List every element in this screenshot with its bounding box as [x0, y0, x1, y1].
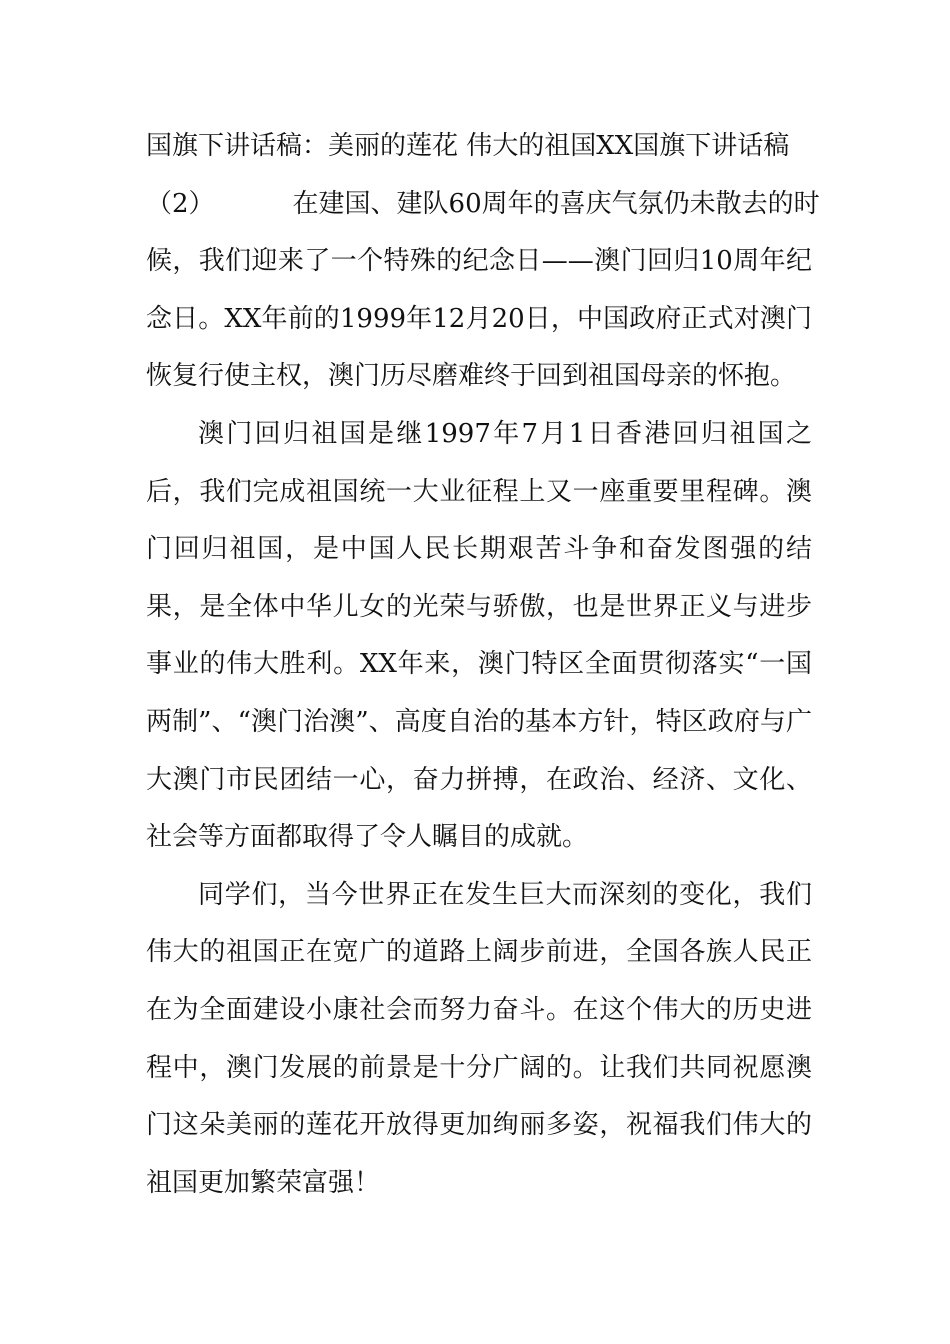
paragraph-1-number: （2） [146, 188, 215, 219]
paragraph-1-opening: 在建国、建队60周年的喜庆气氛仍未散去的时 [292, 188, 820, 219]
paragraph-1-rest: 候，我们迎来了一个特殊的纪念日——澳门回归10周年纪念日。XX年前的1999年12月20日，中国政府正式对澳门恢复行使主权，澳门历尽磨难终于回到祖国母亲的怀抱。 [146, 246, 812, 392]
paragraph-2: 澳门回归祖国是继1997年7月1日香港回归祖国之后，我们完成祖国统一大业征程上又一座重要里程碑。澳门回归祖国，是中国人民长期艰苦斗争和奋发图强的结果，是全体中华儿女的光荣与骄傲，也是世界正义与进步事业的伟大胜利。XX年来，澳门特区全面贯彻落实“一国两制”、“澳门治澳”、高度自治的基本方针，特区政府与广大澳门市民团结一心，奋力拼搏，在政治、经济、文化、社会等方面都取得了令人瞩目的成就。 [146, 418, 812, 853]
paragraph-1-second-line [146, 176, 820, 234]
document-body [146, 118, 820, 1212]
paragraph-1-title-line: 国旗下讲话稿：美丽的莲花 伟大的祖国XX国旗下讲话稿 [146, 131, 790, 161]
paragraph-1 [146, 118, 820, 406]
paragraph-3: 同学们，当今世界正在发生巨大而深刻的变化，我们伟大的祖国正在宽广的道路上阔步前进，全国各族人民正在为全面建设小康社会而努力奋斗。在这个伟大的历史进程中，澳门发展的前景是十分广阔的。让我们共同祝愿澳门这朵美丽的莲花开放得更加绚丽多姿，祝福我们伟大的祖国更加繁荣富强！ [146, 879, 812, 1198]
